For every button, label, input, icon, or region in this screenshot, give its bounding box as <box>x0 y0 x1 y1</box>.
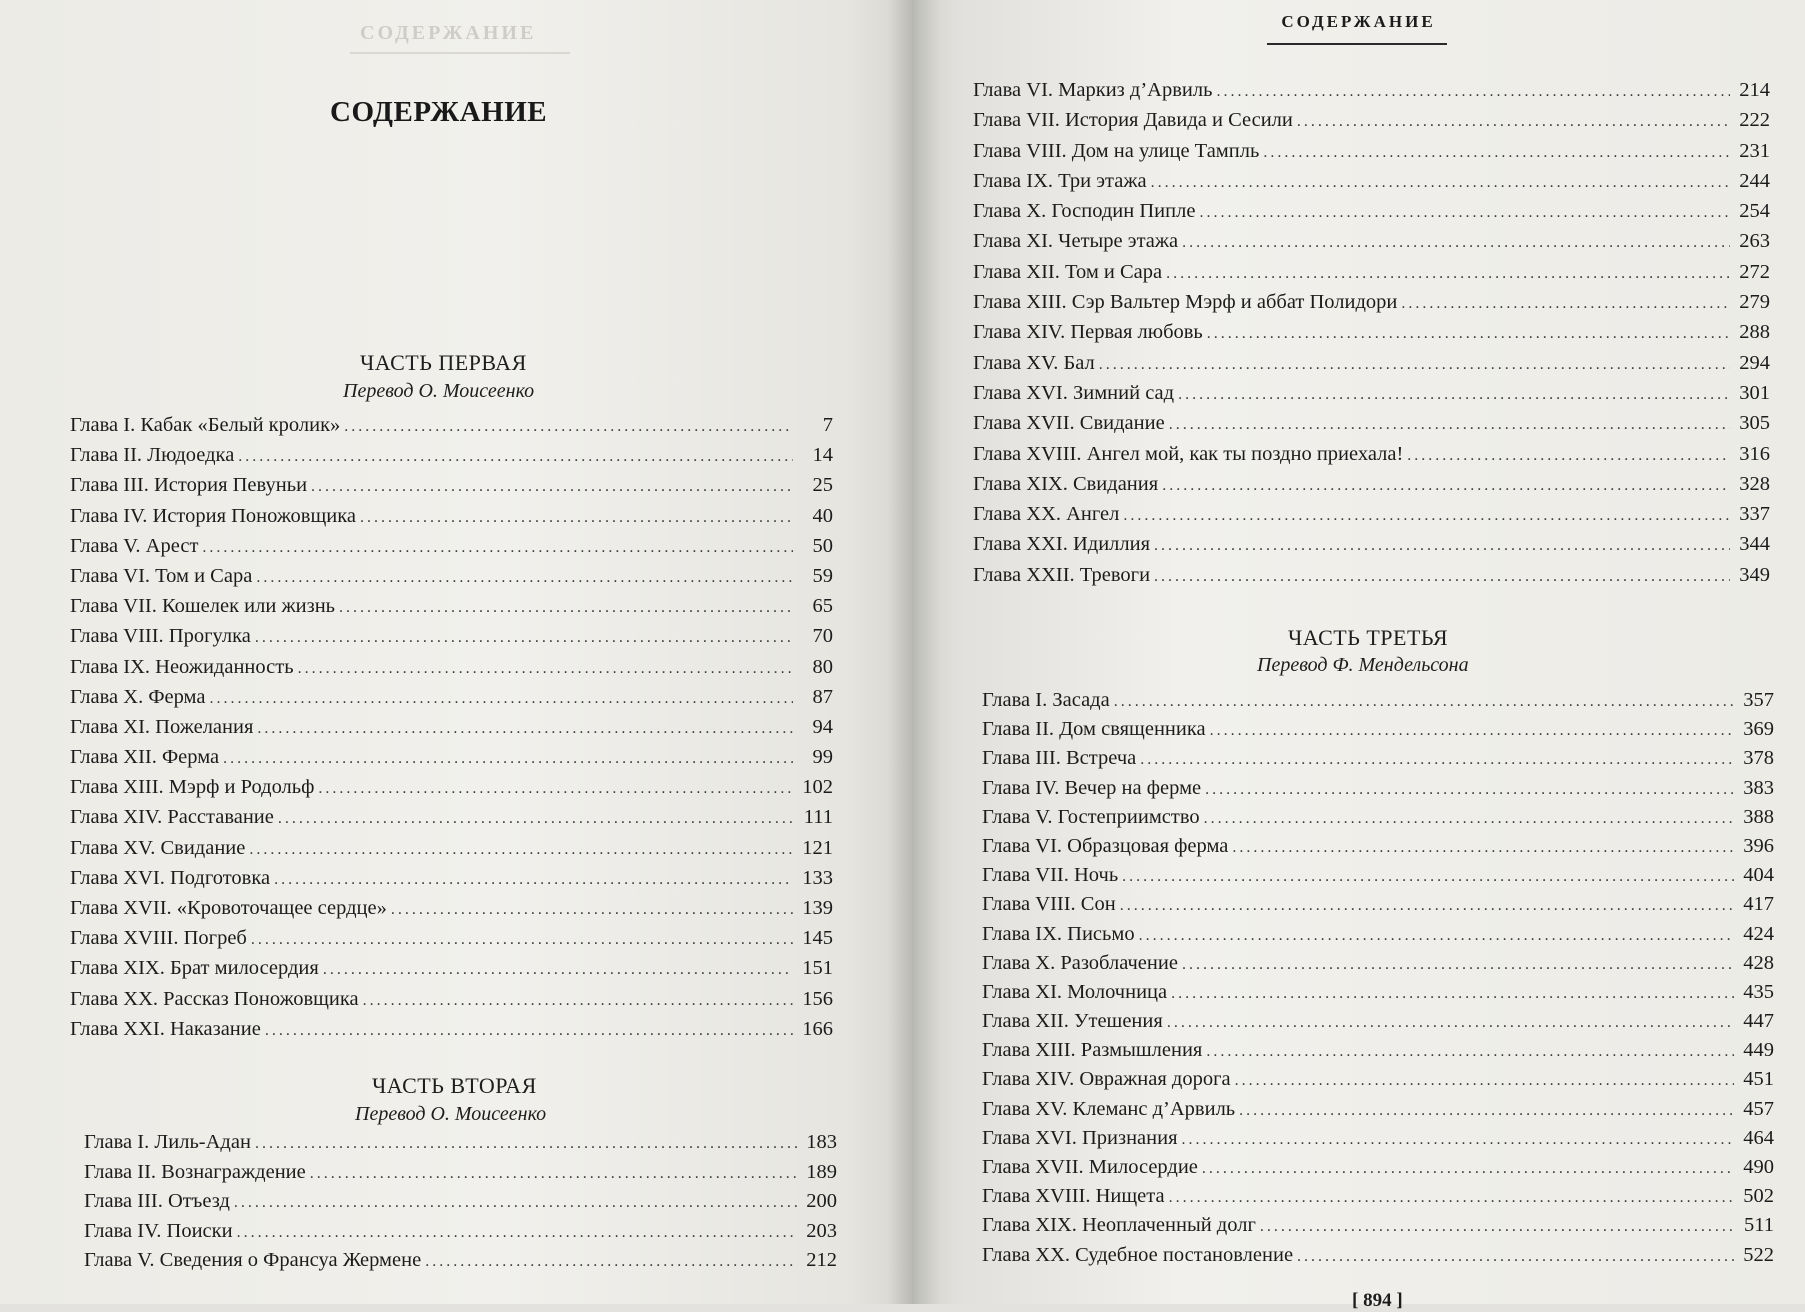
page-number: [ 894 ] <box>1352 1290 1403 1311</box>
chapter-page-number: 151 <box>802 957 833 980</box>
toc-entry <box>973 352 1770 382</box>
chapter-page-number: 139 <box>802 897 833 919</box>
part-two-continued-chapter-list <box>973 79 1770 594</box>
chapter-page-number: 263 <box>1739 230 1770 253</box>
dot-leader <box>223 750 793 768</box>
chapter-title: Глава VIII. Прогулка <box>70 625 251 648</box>
chapter-page-number: 344 <box>1739 533 1770 556</box>
dot-leader <box>1154 568 1730 586</box>
chapter-title: Глава XIV. Овражная дорога <box>982 1068 1231 1091</box>
toc-entry <box>973 170 1770 200</box>
toc-entry <box>84 1131 837 1161</box>
chapter-title: Глава II. Людоедка <box>70 444 235 467</box>
chapter-page-number: 214 <box>1739 79 1770 101</box>
right-page <box>912 0 1805 1311</box>
toc-entry <box>70 444 833 474</box>
dot-leader <box>1407 447 1730 465</box>
part-one-chapter-list <box>70 414 833 1048</box>
chapter-title: Глава V. Сведения о Франсуа Жермене <box>84 1249 422 1271</box>
toc-entry <box>70 595 833 625</box>
chapter-page-number: 502 <box>1743 1185 1774 1208</box>
dot-leader <box>339 599 793 617</box>
part-two-translator: Перевод О. Моисеенко <box>355 1103 547 1125</box>
dot-leader <box>1140 751 1734 769</box>
dot-leader <box>391 901 793 919</box>
running-header-rule <box>1267 43 1447 45</box>
chapter-title: Глава VIII. Сон <box>982 893 1116 916</box>
chapter-title: Глава IX. Три этажа <box>973 169 1147 192</box>
chapter-page-number: 511 <box>1744 1214 1774 1237</box>
toc-entry <box>70 957 833 987</box>
chapter-page-number: 428 <box>1743 951 1774 974</box>
toc-entry <box>982 952 1774 981</box>
toc-entry <box>982 1010 1774 1039</box>
chapter-page-number: 417 <box>1743 893 1774 916</box>
chapter-page-number: 301 <box>1739 381 1770 404</box>
dot-leader <box>1401 295 1730 313</box>
chapter-title: Глава X. Господин Пипле <box>973 200 1196 223</box>
dot-leader <box>1182 234 1730 252</box>
dot-leader <box>1182 956 1734 974</box>
chapter-title: Глава XVI. Зимний сад <box>973 381 1175 404</box>
chapter-page-number: 435 <box>1743 980 1774 1003</box>
chapter-page-number: 451 <box>1743 1068 1774 1091</box>
chapter-page-number: 145 <box>802 927 833 950</box>
toc-entry <box>973 564 1770 594</box>
dot-leader <box>238 448 793 466</box>
toc-entry <box>70 625 833 655</box>
chapter-page-number: 94 <box>812 715 833 738</box>
chapter-page-number: 279 <box>1739 291 1770 314</box>
dot-leader <box>1169 1189 1734 1207</box>
chapter-title: Глава XIX. Неоплаченный долг <box>982 1214 1256 1237</box>
toc-entry <box>982 718 1774 747</box>
dot-leader <box>1210 722 1734 740</box>
chapter-title: Глава XXII. Тревоги <box>973 563 1151 586</box>
chapter-page-number: 383 <box>1743 776 1774 799</box>
chapter-title: Глава XII. Том и Сара <box>973 260 1163 283</box>
chapter-title: Глава XV. Клеманс д’Арвиль <box>982 1097 1236 1120</box>
chapter-title: Глава II. Вознаграждение <box>84 1160 306 1183</box>
dot-leader <box>1297 113 1730 131</box>
dot-leader <box>251 931 793 949</box>
chapter-title: Глава XVII. Милосердие <box>982 1156 1198 1178</box>
chapter-page-number: 288 <box>1739 321 1770 344</box>
chapter-title: Глава VI. Образцовая ферма <box>982 834 1229 857</box>
chapter-title: Глава XX. Судебное постановление <box>982 1243 1294 1266</box>
toc-entry <box>70 776 833 806</box>
running-header: СОДЕРЖАНИЕ <box>1281 12 1436 31</box>
toc-entry <box>982 1244 1774 1273</box>
chapter-title: Глава XI. Четыре этажа <box>973 230 1179 253</box>
chapter-title: Глава I. Лиль-Адан <box>84 1131 251 1153</box>
chapter-page-number: 404 <box>1743 864 1774 887</box>
left-faint-header: СОДЕРЖАНИЕ <box>360 22 537 44</box>
chapter-title: Глава III. Встреча <box>982 747 1137 770</box>
chapter-page-number: 449 <box>1743 1039 1774 1062</box>
toc-entry <box>70 988 833 1018</box>
chapter-page-number: 133 <box>802 866 833 889</box>
dot-leader <box>1139 927 1734 945</box>
chapter-page-number: 522 <box>1743 1243 1774 1266</box>
toc-entry <box>70 716 833 746</box>
part-one-translator: Перевод О. Моисеенко <box>343 380 535 402</box>
chapter-page-number: 80 <box>812 655 833 678</box>
chapter-title: Глава XVI. Подготовка <box>70 866 271 889</box>
dot-leader <box>1166 265 1730 283</box>
toc-entry <box>973 109 1770 139</box>
dot-leader <box>363 992 793 1010</box>
chapter-page-number: 212 <box>806 1249 837 1271</box>
toc-entry <box>70 505 833 535</box>
chapter-title: Глава XV. Бал <box>973 351 1095 374</box>
dot-leader <box>1232 839 1734 857</box>
chapter-page-number: 396 <box>1743 834 1774 857</box>
dot-leader <box>344 418 793 436</box>
chapter-page-number: 328 <box>1739 472 1770 495</box>
toc-entry <box>973 533 1770 563</box>
chapter-title: Глава VII. История Давида и Сесили <box>973 109 1293 132</box>
chapter-page-number: 121 <box>802 836 833 859</box>
part-three-chapter-list <box>982 689 1774 1273</box>
dot-leader <box>1207 325 1730 343</box>
chapter-page-number: 349 <box>1739 563 1770 586</box>
chapter-page-number: 183 <box>806 1131 837 1153</box>
toc-entry <box>982 923 1774 952</box>
chapter-title: Глава IV. История Поножовщика <box>70 504 356 527</box>
toc-entry <box>982 1156 1774 1185</box>
chapter-title: Глава XVII. Свидание <box>973 412 1165 435</box>
toc-entry <box>982 1098 1774 1127</box>
toc-entry <box>70 474 833 504</box>
chapter-title: Глава VIII. Дом на улице Тампль <box>973 139 1260 162</box>
chapter-title: Глава XIX. Брат милосердия <box>70 957 319 980</box>
chapter-title: Глава XX. Ангел <box>973 503 1120 526</box>
chapter-page-number: 50 <box>812 534 833 557</box>
toc-entry <box>973 443 1770 473</box>
dot-leader <box>1178 386 1730 404</box>
dot-leader <box>1260 1218 1734 1236</box>
dot-leader <box>310 1165 797 1183</box>
chapter-page-number: 305 <box>1739 412 1770 435</box>
chapter-title: Глава XIX. Свидания <box>973 472 1159 495</box>
chapter-page-number: 59 <box>812 564 833 587</box>
toc-entry <box>973 200 1770 230</box>
toc-entry <box>973 382 1770 412</box>
dot-leader <box>249 841 793 859</box>
dot-leader <box>1202 1160 1734 1178</box>
chapter-page-number: 166 <box>802 1017 833 1040</box>
dot-leader <box>1122 868 1734 886</box>
chapter-page-number: 378 <box>1743 747 1774 770</box>
toc-entry <box>84 1190 837 1220</box>
dot-leader <box>1171 985 1734 1003</box>
chapter-page-number: 357 <box>1743 689 1774 711</box>
chapter-title: Глава XI. Молочница <box>982 980 1168 1003</box>
dot-leader <box>1239 1102 1734 1120</box>
left-faint-header-rule <box>350 52 570 54</box>
dot-leader <box>1297 1248 1734 1266</box>
chapter-title: Глава XVIII. Погреб <box>70 927 247 950</box>
chapter-title: Глава XIV. Первая любовь <box>973 321 1203 344</box>
chapter-page-number: 272 <box>1739 260 1770 283</box>
chapter-title: Глава XXI. Наказание <box>70 1017 261 1040</box>
dot-leader <box>1235 1072 1734 1090</box>
toc-entry <box>84 1161 837 1191</box>
toc-entry <box>973 230 1770 260</box>
chapter-title: Глава VII. Кошелек или жизнь <box>70 595 336 618</box>
toc-entry <box>982 1127 1774 1156</box>
chapter-page-number: 70 <box>812 625 833 648</box>
toc-entry <box>973 412 1770 442</box>
dot-leader <box>1206 1043 1734 1061</box>
toc-entry <box>70 867 833 897</box>
dot-leader <box>1204 810 1734 828</box>
chapter-page-number: 203 <box>806 1219 837 1242</box>
dot-leader <box>311 478 793 496</box>
chapter-title: Глава XV. Свидание <box>70 836 246 859</box>
chapter-page-number: 111 <box>803 806 833 829</box>
toc-entry <box>70 927 833 957</box>
part-one-heading: ЧАСТЬ ПЕРВАЯ <box>360 350 527 375</box>
dot-leader <box>1199 204 1730 222</box>
chapter-page-number: 102 <box>802 776 833 799</box>
toc-entry <box>973 291 1770 321</box>
chapter-title: Глава XVII. «Кровоточащее сердце» <box>70 897 387 919</box>
dot-leader <box>1154 537 1730 555</box>
chapter-title: Глава XIII. Размышления <box>982 1039 1203 1062</box>
dot-leader <box>323 961 793 979</box>
part-three-heading: ЧАСТЬ ТРЕТЬЯ <box>1288 625 1449 650</box>
dot-leader <box>298 660 793 678</box>
toc-entry <box>973 79 1770 109</box>
dot-leader <box>1205 781 1734 799</box>
toc-entry <box>982 1068 1774 1097</box>
dot-leader <box>1263 144 1730 162</box>
toc-entry <box>982 1214 1774 1243</box>
chapter-title: Глава IV. Вечер на ферме <box>982 776 1202 799</box>
toc-entry <box>982 1185 1774 1214</box>
chapter-title: Глава XVIII. Нищета <box>982 1185 1165 1208</box>
part-two-heading: ЧАСТЬ ВТОРАЯ <box>372 1073 537 1098</box>
chapter-title: Глава XIII. Мэрф и Родольф <box>70 776 315 799</box>
dot-leader <box>265 1022 793 1040</box>
chapter-title: Глава I. Засада <box>982 689 1110 711</box>
dot-leader <box>257 720 793 738</box>
dot-leader <box>1162 477 1730 495</box>
chapter-title: Глава IV. Поиски <box>84 1219 233 1242</box>
chapter-page-number: 457 <box>1743 1097 1774 1120</box>
toc-entry <box>982 835 1774 864</box>
chapter-title: Глава IX. Неожиданность <box>70 655 294 678</box>
chapter-page-number: 424 <box>1743 922 1774 945</box>
toc-entry <box>982 893 1774 922</box>
chapter-page-number: 156 <box>802 987 833 1010</box>
dot-leader <box>1099 356 1730 374</box>
chapter-page-number: 369 <box>1743 718 1774 741</box>
chapter-title: Глава X. Ферма <box>70 685 206 708</box>
chapter-title: Глава IX. Письмо <box>982 922 1135 945</box>
toc-entry <box>973 140 1770 170</box>
toc-entry <box>84 1220 837 1250</box>
chapter-title: Глава XIV. Расставание <box>70 806 274 829</box>
chapter-page-number: 254 <box>1739 200 1770 223</box>
toc-entry <box>973 261 1770 291</box>
dot-leader <box>237 1224 797 1242</box>
dot-leader <box>234 1194 797 1212</box>
chapter-page-number: 65 <box>812 595 833 618</box>
chapter-title: Глава V. Арест <box>70 534 199 557</box>
chapter-page-number: 388 <box>1743 805 1774 828</box>
dot-leader <box>1151 174 1730 192</box>
dot-leader <box>202 539 793 557</box>
dot-leader <box>425 1253 797 1271</box>
chapter-title: Глава XII. Ферма <box>70 746 220 769</box>
dot-leader <box>278 810 793 828</box>
chapter-title: Глава XI. Пожелания <box>70 715 254 738</box>
toc-entry <box>973 503 1770 533</box>
toc-entry <box>70 414 833 444</box>
chapter-title: Глава VI. Маркиз д’Арвиль <box>973 79 1213 101</box>
chapter-title: Глава I. Кабак «Белый кролик» <box>70 414 341 436</box>
dot-leader <box>1120 897 1734 915</box>
chapter-title: Глава XIII. Сэр Вальтер Мэрф и аббат Полидори <box>973 291 1398 314</box>
chapter-page-number: 25 <box>812 474 833 497</box>
chapter-page-number: 7 <box>822 414 833 436</box>
chapter-page-number: 337 <box>1739 503 1770 526</box>
toc-entry <box>70 686 833 716</box>
toc-entry <box>982 689 1774 718</box>
chapter-title: Глава XII. Утешения <box>982 1010 1163 1033</box>
chapter-page-number: 189 <box>806 1160 837 1183</box>
dot-leader <box>1167 1014 1734 1032</box>
page-title: СОДЕРЖАНИЕ <box>330 96 548 128</box>
toc-entry <box>84 1249 837 1279</box>
chapter-page-number: 14 <box>812 444 833 467</box>
chapter-page-number: 231 <box>1739 139 1770 162</box>
dot-leader <box>1123 507 1730 525</box>
chapter-page-number: 222 <box>1739 109 1770 132</box>
dot-leader <box>274 871 793 889</box>
chapter-page-number: 464 <box>1743 1126 1774 1149</box>
toc-entry <box>973 473 1770 503</box>
dot-leader <box>255 629 793 647</box>
chapter-page-number: 316 <box>1739 442 1770 465</box>
chapter-title: Глава III. История Певуньи <box>70 474 308 497</box>
chapter-title: Глава XX. Рассказ Поножовщика <box>70 987 359 1010</box>
dot-leader <box>360 509 793 527</box>
dot-leader <box>318 780 793 798</box>
part-three-translator: Перевод Ф. Мендельсона <box>1257 654 1469 676</box>
chapter-title: Глава X. Разоблачение <box>982 951 1178 974</box>
chapter-page-number: 200 <box>806 1190 837 1212</box>
dot-leader <box>1216 83 1730 101</box>
toc-entry <box>70 535 833 565</box>
toc-entry <box>70 806 833 836</box>
chapter-title: Глава VII. Ночь <box>982 864 1119 887</box>
toc-entry <box>70 565 833 595</box>
chapter-title: Глава XVIII. Ангел мой, как ты поздно приехала! <box>973 442 1404 465</box>
chapter-title: Глава II. Дом священника <box>982 718 1206 741</box>
toc-entry <box>70 837 833 867</box>
dot-leader <box>255 1135 797 1153</box>
toc-entry <box>982 777 1774 806</box>
chapter-page-number: 99 <box>812 746 833 769</box>
chapter-title: Глава V. Гостеприимство <box>982 805 1200 828</box>
chapter-title: Глава XVI. Признания <box>982 1126 1178 1149</box>
toc-entry <box>973 321 1770 351</box>
chapter-title: Глава VI. Том и Сара <box>70 564 253 587</box>
dot-leader <box>256 569 793 587</box>
dot-leader <box>1169 416 1730 434</box>
chapter-page-number: 244 <box>1739 169 1770 192</box>
toc-entry <box>982 747 1774 776</box>
chapter-page-number: 294 <box>1739 351 1770 374</box>
chapter-title: Глава XXI. Идиллия <box>973 533 1151 556</box>
dot-leader <box>1182 1131 1734 1149</box>
part-two-chapter-list <box>84 1131 837 1279</box>
chapter-page-number: 447 <box>1743 1010 1774 1033</box>
chapter-page-number: 490 <box>1743 1156 1774 1178</box>
toc-entry <box>70 746 833 776</box>
chapter-title: Глава III. Отъезд <box>84 1190 230 1212</box>
toc-entry <box>982 981 1774 1010</box>
toc-entry <box>70 897 833 927</box>
chapter-page-number: 87 <box>812 685 833 708</box>
chapter-page-number: 40 <box>812 504 833 527</box>
toc-entry <box>70 1018 833 1048</box>
toc-entry <box>982 806 1774 835</box>
toc-entry <box>70 656 833 686</box>
dot-leader <box>1114 693 1734 711</box>
toc-entry <box>982 864 1774 893</box>
dot-leader <box>210 690 794 708</box>
toc-entry <box>982 1039 1774 1068</box>
